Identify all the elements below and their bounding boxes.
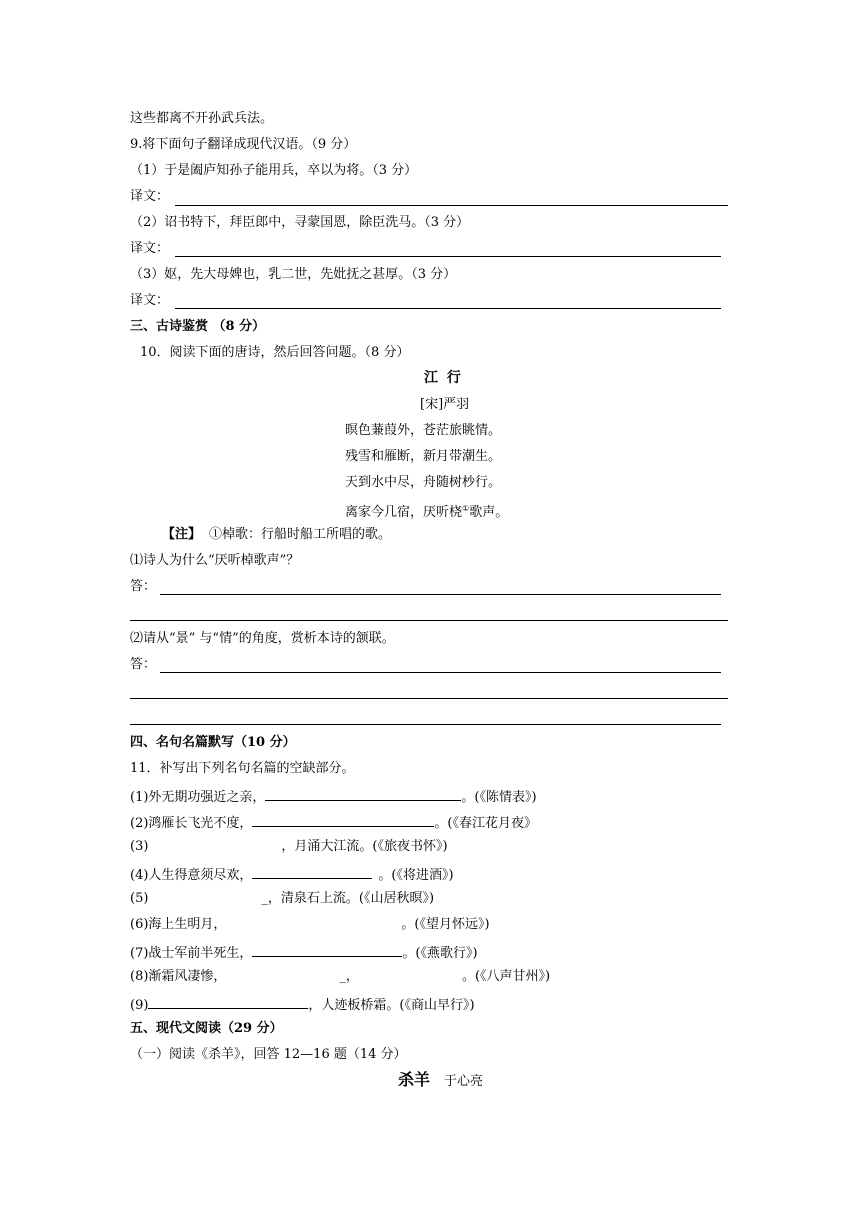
poem-note — [162, 526, 391, 543]
fill-blank-2[interactable] — [252, 812, 434, 827]
fill-blank-1[interactable] — [265, 786, 461, 801]
section-5-title: 五、现代文阅读（29 分） — [130, 1021, 283, 1036]
poem-title: 江 行 — [424, 370, 463, 386]
poem-line-4-tail: 歌声。 — [469, 505, 509, 520]
q9-answer-line-3[interactable] — [175, 308, 721, 309]
note-text: ①棹歌：行船时船工所唱的歌。 — [209, 527, 392, 542]
fill-item-1: (1)外无期功强近之亲， 。(《陈情表》) — [130, 786, 537, 803]
article-title: 杀羊 — [398, 1070, 431, 1089]
poem-line-1: 暝色蒹葭外，苍茫旅眺情。 — [345, 423, 502, 438]
fill-item-8: (8)渐霜风凄惨， _， 。(《八声甘州》) — [130, 969, 551, 984]
q10-sub-1: ⑴诗人为什么“厌听棹歌声”？ — [130, 553, 300, 568]
fill-item-5: (5) _，清泉石上流。(《山居秋暝》) — [130, 891, 435, 906]
q10-sub-2: ⑵请从“景” 与“情”的角度，赏析本诗的颔联。 — [130, 631, 395, 646]
q10-answer-label-2: 答： — [130, 657, 157, 672]
q9-answer-line-1[interactable] — [175, 205, 728, 206]
q9-answer-label-3: 译文： — [130, 293, 170, 308]
q9-item-1: （1）于是阖庐知孙子能用兵，卒以为将。（3 分） — [130, 163, 418, 178]
fill-item-2: (2)鸿雁长飞光不度， 。(《春江花月夜》 — [130, 812, 537, 829]
fill-blank-9[interactable] — [148, 994, 308, 1009]
fill-blank-7[interactable] — [252, 942, 402, 957]
q10-answer-line-5[interactable] — [130, 724, 721, 725]
q9-answer-label-2: 译文： — [130, 241, 170, 256]
q10-answer-line-1[interactable] — [160, 594, 721, 595]
q11-title: 11．补写出下列名句名篇的空缺部分。 — [130, 761, 355, 776]
section-4-title: 四、名句名篇默写（10 分） — [130, 735, 296, 750]
q10-answer-line-4[interactable] — [130, 698, 728, 699]
section-3-title: 三、古诗鉴赏 （8 分） — [130, 319, 266, 334]
q10-answer-line-3[interactable] — [160, 672, 721, 673]
q10-answer-label-1: 答： — [130, 579, 157, 594]
fill-blank-4[interactable] — [252, 864, 372, 879]
q9-item-3: （3）妪，先大母婢也，乳二世，先妣抚之甚厚。（3 分） — [130, 267, 457, 282]
poem-line-3: 天到水中尽，舟随树杪行。 — [345, 475, 502, 490]
top-line: 这些都离不开孙武兵法。 — [130, 111, 274, 126]
poem-line-4 — [345, 500, 508, 521]
note-label: 【注】 — [162, 527, 202, 542]
poem-line-4-head: 离家今几宿，厌听桡 — [345, 505, 463, 520]
q9-answer-line-2[interactable] — [175, 256, 721, 257]
poem-line-2: 残雪和雁断，新月带潮生。 — [345, 449, 502, 464]
fill-item-6: (6)海上生明月， 。(《望月怀远》) — [130, 917, 490, 932]
poem-author: [宋]严羽 — [420, 397, 470, 412]
fill-item-4: (4)人生得意须尽欢， 。(《将进酒》) — [130, 864, 454, 881]
fill-item-7: (7)战士军前半死生， 。(《燕歌行》) — [130, 942, 478, 959]
q9-title: 9.将下面句子翻译成现代汉语。（9 分） — [130, 137, 357, 152]
footnote-marker: ① — [462, 504, 470, 513]
q10-title: 10．阅读下面的唐诗，然后回答问题。（8 分） — [140, 345, 410, 360]
q10-answer-line-2[interactable] — [130, 620, 728, 621]
q9-answer-label-1: 译文： — [130, 189, 170, 204]
article-heading — [398, 1071, 483, 1090]
fill-item-9: (9) ，人迹板桥霜。(《商山早行》) — [130, 994, 475, 1011]
section-5-sub: （一）阅读《杀羊》，回答 12—16 题（14 分） — [130, 1047, 407, 1062]
fill-item-3: (3) ，月涌大江流。(《旅夜书怀》) — [130, 839, 448, 854]
q9-item-2: （2）诏书特下，拜臣郎中，寻蒙国恩，除臣洗马。（3 分） — [130, 215, 470, 230]
article-author: 于心亮 — [444, 1074, 484, 1089]
